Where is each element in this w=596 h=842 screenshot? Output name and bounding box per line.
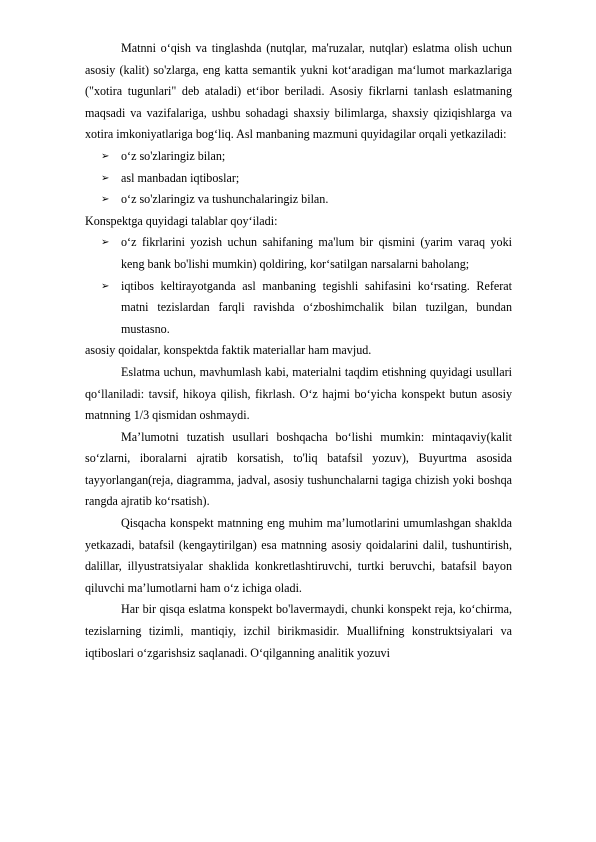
paragraph: Matnni o‘qish va tinglashda (nutqlar, ma'ruzalar, nutqlar) eslatma olish uchun asosiy (kalit) so'zlarga, eng katta semantik yukni kot‘aradigan ma‘lumot markazlariga ("xotira tugunlari" deb ataladi) et‘ibor beriladi. Asosiy fikrlarni tanlash eslatmaning maqsadi va vazifalariga, ushbu sohadagi shaxsiy bilimlarga, shaxsiy qiziqishlarga va xotira imkoniyatlariga bog‘liq. Asl manbaning mazmuni quyidagilar orqali yetkaziladi:: [85, 41, 512, 142]
list-item: [85, 276, 512, 341]
paragraph: Eslatma uchun, mavhumlash kabi, materialni taqdim etishning quyidagi usullari qo‘llaniladi: tavsif, hikoya qilish, fikrlash. O‘z hajmi bo‘yicha konspekt butun asosiy matnning 1/3 qismidan oshmaydi.: [85, 364, 512, 423]
paragraph: Qisqacha konspekt matnning eng muhim ma’lumotlarini umumlashgan shaklda yetkazadi, batafsil (kengaytirilgan) esa matnning asosiy qoidalarini dalil, tushuntirish, dalillar, illyustratsiyalar shaklida konkretlashtiruvchi, turtki beruvchi, batafsil bayon qiluvchi ma’lumotlarni ham o‘z ichiga oladi.: [85, 516, 512, 595]
paragraph: asosiy qoidalar, konspektda faktik materiallar ham mavjud.: [85, 343, 372, 358]
list-item: [85, 168, 512, 190]
arrow-bullet-icon: ➢: [101, 194, 110, 206]
paragraph: Ma’lumotni tuzatish usullari boshqacha bo‘lishi mumkin: mintaqaviy(kalit so‘zlarni, iboralarni ajratib korsatish, to'liq batafsil yozuv), Buyurtma asosida tayyorlangan(reja, diagramma, jadval, asosiy tushunchalarni tagiga chizish yoki boshqa rangda ajratib ko‘rsatish).: [85, 429, 512, 509]
paragraph: Har bir qisqa eslatma konspekt bo'lavermaydi, chunki konspekt reja, ko‘chirma, tezislarning tizimli, mantiqiy, izchil birikmasidir. Muallifning konstruktsiyalari va iqtiboslari o‘zgarishsiz saqlanadi. O‘qilganning analitik yozuvi: [85, 602, 512, 660]
list-item-text: iqtibos keltirayotganda asl manbaning tegishli sahifasini ko‘rsating. Referat matni tezislardan farqli ravishda o‘zboshimchalik bilan tuzilgan, bundan mustasno.: [121, 278, 512, 336]
list-item-text: o‘z so'zlaringiz va tushunchalaringiz bilan.: [121, 192, 329, 207]
arrow-bullet-icon: ➢: [101, 237, 110, 249]
bullet-list: [85, 232, 512, 340]
paragraph: Konspektga quyidagi talablar qoy‘iladi:: [85, 213, 278, 228]
list-item-text: asl manbadan iqtiboslar;: [121, 170, 240, 185]
arrow-bullet-icon: ➢: [101, 150, 110, 162]
list-item-text: o‘z so'zlaringiz bilan;: [121, 148, 226, 163]
arrow-bullet-icon: ➢: [101, 280, 110, 292]
list-item: [85, 146, 512, 168]
bullet-list: [85, 146, 512, 211]
document-page: [85, 38, 512, 664]
list-item-text: o‘z fikrlarini yozish uchun sahifaning ma'lum bir qismini (yarim varaq yoki keng bank bo'lishi mumkin) qoldiring, kor‘satilgan narsalarni baholang;: [121, 235, 512, 271]
arrow-bullet-icon: ➢: [101, 172, 110, 184]
list-item: [85, 189, 512, 211]
list-item: [85, 232, 512, 275]
